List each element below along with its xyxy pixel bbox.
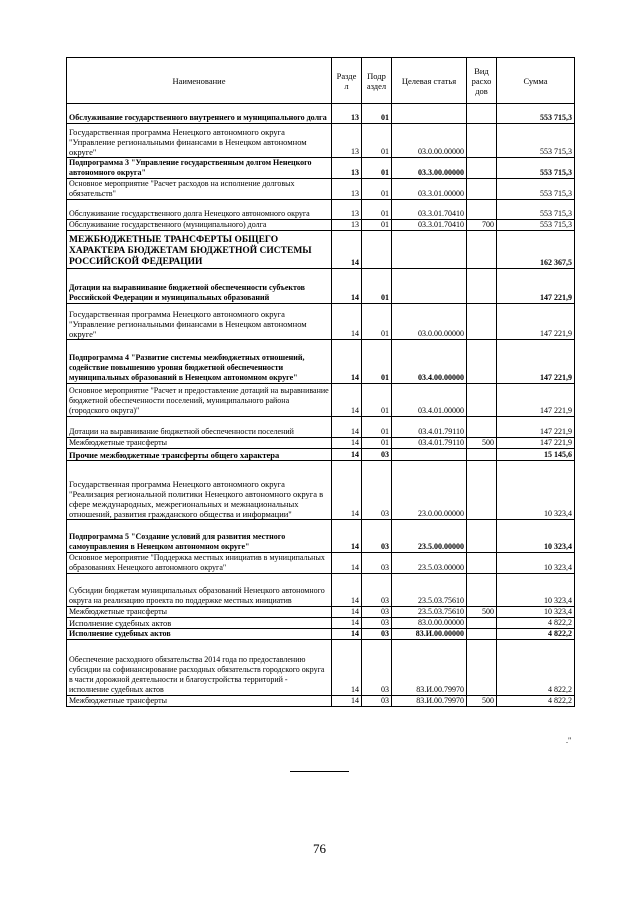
table-row [67,340,575,384]
table-row [67,607,575,618]
row-sum: 15 145,6 [497,449,575,461]
row-type: 700 [467,220,497,231]
row-name: Подпрограмма 4 "Развитие системы межбюджетных отношений, содействие повышению уровня бюджетной обеспеченности муниципальных образований в Ненецком автономном округе" [67,340,332,384]
row-section: 13 [332,179,362,200]
row-name: Межбюджетные трансферты [67,438,332,449]
row-section: 13 [332,124,362,158]
row-subsection: 03 [362,607,392,618]
row-target: 23.5.03.75610 [392,607,467,618]
row-type [467,124,497,158]
row-type [467,304,497,340]
table-row [67,384,575,417]
table-row [67,574,575,607]
table-body [67,104,575,707]
row-sum: 10 323,4 [497,553,575,574]
row-sum: 4 822,2 [497,696,575,707]
row-sum: 162 367,5 [497,231,575,269]
page-number: 76 [313,841,326,856]
row-name: Основное мероприятие "Поддержка местных инициатив в муниципальных образованиях Ненецкого автономного округа" [67,553,332,574]
row-section: 14 [332,574,362,607]
row-name: Дотации на выравнивание бюджетной обеспеченности субъектов Российской Федерации и муниципальных образований [67,269,332,304]
row-sum: 553 715,3 [497,124,575,158]
row-target [392,449,467,461]
row-sum: 4 822,2 [497,640,575,696]
row-type [467,574,497,607]
row-type: 500 [467,607,497,618]
row-sum: 553 715,3 [497,158,575,179]
row-section: 14 [332,553,362,574]
table-row [67,269,575,304]
table-row [67,417,575,438]
row-sum: 147 221,9 [497,340,575,384]
header-type: Вид расхо дов [467,58,497,104]
row-name: Государственная программа Ненецкого автономного округа "Управление региональными финансами в Ненецком автономном округе" [67,304,332,340]
table-row [67,629,575,640]
row-sum: 553 715,3 [497,179,575,200]
row-section: 14 [332,438,362,449]
row-name: Прочие межбюджетные трансферты общего характера [67,449,332,461]
row-target: 03.3.01.00000 [392,179,467,200]
row-target: 03.4.01.00000 [392,384,467,417]
row-subsection: 03 [362,520,392,553]
row-name: Исполнение судебных актов [67,618,332,629]
row-type: 500 [467,696,497,707]
row-target [392,269,467,304]
row-sum: 4 822,2 [497,629,575,640]
table-row [67,158,575,179]
row-section: 14 [332,449,362,461]
table-row [67,618,575,629]
table-row [67,179,575,200]
row-sum: 553 715,3 [497,200,575,220]
row-type [467,640,497,696]
row-name: МЕЖБЮДЖЕТНЫЕ ТРАНСФЕРТЫ ОБЩЕГО ХАРАКТЕРА БЮДЖЕТАМ БЮДЖЕТНОЙ СИСТЕМЫ РОССИЙСКОЙ ФЕДЕРАЦИИ [67,231,332,269]
row-section: 14 [332,629,362,640]
row-type [467,618,497,629]
row-target: 03.0.00.00000 [392,304,467,340]
table-header-row [67,58,575,104]
row-target: 23.5.00.00000 [392,520,467,553]
row-sum: 147 221,9 [497,269,575,304]
row-target [392,231,467,269]
row-subsection: 03 [362,696,392,707]
row-type [467,158,497,179]
row-subsection: 01 [362,124,392,158]
row-section: 14 [332,696,362,707]
row-target: 83.И.00.00000 [392,629,467,640]
divider-line [290,771,349,772]
row-name: Межбюджетные трансферты [67,696,332,707]
row-section: 13 [332,158,362,179]
row-section: 13 [332,200,362,220]
row-target: 03.3.01.70410 [392,200,467,220]
row-subsection: 03 [362,574,392,607]
header-subsection: Подр аздел [362,58,392,104]
budget-table [66,57,575,707]
row-section: 14 [332,340,362,384]
row-target: 83.И.00.79970 [392,696,467,707]
row-section: 14 [332,520,362,553]
row-name: Государственная программа Ненецкого автономного округа "Управление региональными финансами в Ненецком автономном округе" [67,124,332,158]
row-name: Обслуживание государственного внутреннего и муниципального долга [67,104,332,124]
row-sum: 553 715,3 [497,220,575,231]
row-sum: 10 323,4 [497,520,575,553]
row-target [392,104,467,124]
table-row [67,304,575,340]
row-type [467,340,497,384]
row-type [467,384,497,417]
header-section: Разде л [332,58,362,104]
row-subsection: 03 [362,629,392,640]
row-section: 14 [332,607,362,618]
row-subsection: 01 [362,269,392,304]
table-row [67,461,575,520]
row-subsection [362,231,392,269]
continuation-mark: ." [566,736,572,745]
row-type [467,553,497,574]
table-row [67,640,575,696]
row-target: 23.0.00.00000 [392,461,467,520]
row-subsection: 01 [362,438,392,449]
row-sum: 147 221,9 [497,304,575,340]
row-target: 23.5.03.00000 [392,553,467,574]
row-sum: 147 221,9 [497,384,575,417]
table-row [67,220,575,231]
table-row [67,104,575,124]
row-section: 14 [332,384,362,417]
table-row [67,200,575,220]
row-name: Субсидии бюджетам муниципальных образований Ненецкого автономного округа на реализацию проекта по поддержке местных инициатив [67,574,332,607]
row-section: 13 [332,104,362,124]
row-type [467,461,497,520]
row-subsection: 01 [362,340,392,384]
row-subsection: 01 [362,220,392,231]
row-sum: 553 715,3 [497,104,575,124]
table-row [67,520,575,553]
table-row [67,449,575,461]
row-subsection: 03 [362,618,392,629]
table-row [67,231,575,269]
row-name: Основное мероприятие "Расчет расходов на исполнение долговых обязательств" [67,179,332,200]
row-name: Межбюджетные трансферты [67,607,332,618]
row-target: 03.4.00.00000 [392,340,467,384]
header-sum: Сумма [497,58,575,104]
row-type [467,520,497,553]
row-sum: 147 221,9 [497,417,575,438]
row-section: 14 [332,269,362,304]
row-type [467,200,497,220]
row-type [467,269,497,304]
row-section: 14 [332,618,362,629]
row-target: 03.0.00.00000 [392,124,467,158]
row-type: 500 [467,438,497,449]
row-subsection: 01 [362,384,392,417]
row-sum: 147 221,9 [497,438,575,449]
row-name: Государственная программа Ненецкого автономного округа "Реализация региональной политики Ненецкого автономного округа в сфере международных, межрегиональных и межнациональных отношений, развития гражданского общества и информации" [67,461,332,520]
header-name: Наименование [67,58,332,104]
row-subsection: 01 [362,304,392,340]
row-sum: 10 323,4 [497,574,575,607]
row-type [467,179,497,200]
row-sum: 10 323,4 [497,607,575,618]
row-target: 03.4.01.79110 [392,438,467,449]
row-subsection: 01 [362,417,392,438]
row-section: 14 [332,231,362,269]
header-target: Целевая статья [392,58,467,104]
row-subsection: 03 [362,461,392,520]
row-sum: 4 822,2 [497,618,575,629]
table-row [67,438,575,449]
row-target: 03.3.01.70410 [392,220,467,231]
row-section: 14 [332,640,362,696]
row-type [467,231,497,269]
row-section: 13 [332,220,362,231]
row-target: 83.И.00.79970 [392,640,467,696]
row-name: Исполнение судебных актов [67,629,332,640]
row-type [467,629,497,640]
row-name: Обслуживание государственного (муниципального) долга [67,220,332,231]
row-type [467,104,497,124]
row-subsection: 03 [362,553,392,574]
row-sum: 10 323,4 [497,461,575,520]
row-name: Обеспечение расходного обязательства 2014 года по предоставлению субсидии на софинансирование расходных обязательств городского округа в части дорожной деятельности и благоустройства территорий - исполнение судебных актов [67,640,332,696]
row-name: Дотации на выравнивание бюджетной обеспеченности поселений [67,417,332,438]
row-target: 23.5.03.75610 [392,574,467,607]
row-name: Подпрограмма 5 "Создание условий для развития местного самоуправления в Ненецком автономном округе" [67,520,332,553]
row-subsection: 03 [362,449,392,461]
table-row [67,124,575,158]
row-target: 03.3.00.00000 [392,158,467,179]
row-target: 03.4.01.79110 [392,417,467,438]
row-section: 14 [332,461,362,520]
row-section: 14 [332,417,362,438]
row-subsection: 01 [362,158,392,179]
row-target: 83.0.00.00000 [392,618,467,629]
row-subsection: 01 [362,200,392,220]
row-name: Основное мероприятие "Расчет и предоставление дотаций на выравнивание бюджетной обеспеченности поселений, муниципального района (городского округа)" [67,384,332,417]
row-subsection: 01 [362,179,392,200]
row-type [467,417,497,438]
row-type [467,449,497,461]
table-row [67,696,575,707]
row-name: Подпрограмма 3 "Управление государственным долгом Ненецкого автономного округа" [67,158,332,179]
row-subsection: 01 [362,104,392,124]
row-name: Обслуживание государственного долга Ненецкого автономного округа [67,200,332,220]
row-section: 14 [332,304,362,340]
table-row [67,553,575,574]
row-subsection: 03 [362,640,392,696]
